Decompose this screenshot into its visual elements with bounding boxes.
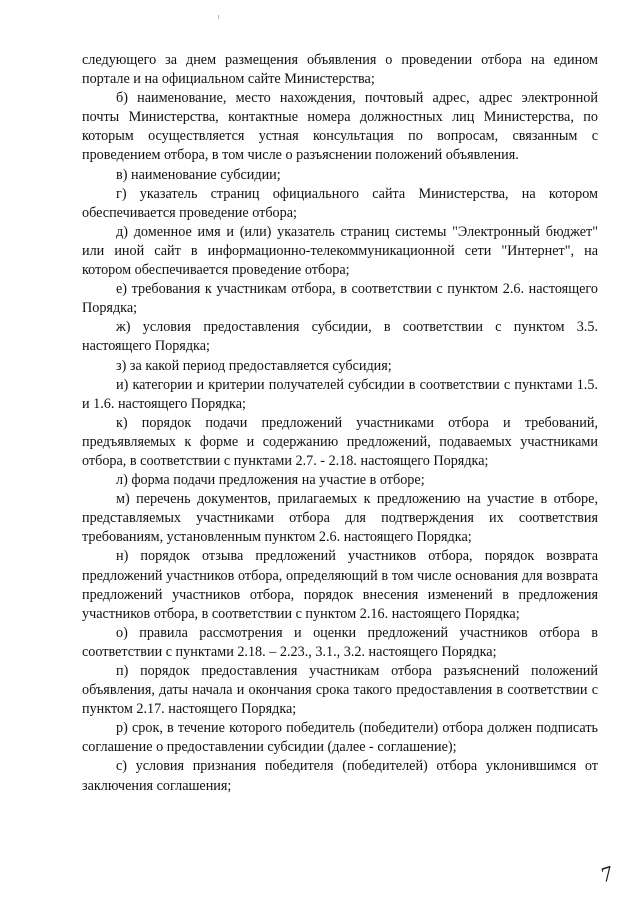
handwritten-page-number: 7 (597, 862, 617, 888)
paragraph-item-zh: ж) условия предоставления субсидии, в соответствии с пунктом 3.5. настоящего Порядка; (82, 319, 598, 355)
paragraph-item-r: р) срок, в течение которого победитель (победители) отбора должен подписать соглашение о предоставлении субсидии (далее - соглашение); (82, 720, 598, 756)
paragraph-item-o: о) правила рассмотрения и оценки предложений участников отбора в соответствии с пунктами 2.18. – 2.23., 3.1., 3.2. настоящего Порядка; (82, 624, 598, 660)
paragraph-item-i: и) категории и критерии получателей субсидии в соответствии с пунктами 1.5. и 1.6. настоящего Порядка; (82, 376, 598, 412)
paragraph-item-z: з) за какой период предоставляется субсидия; (116, 357, 392, 374)
paragraph-item-m: м) перечень документов, прилагаемых к предложению на участие в отборе, представляемых участниками отбора для подтверждения их соответствия требованиям, установленным пунктом 2.6. настоящего Порядка; (82, 491, 598, 546)
paragraph-item-b: б) наименование, место нахождения, почтовый адрес, адрес электронной почты Министерства, контактные номера должностных лиц Министерства, по которым осуществляется устная консультация по вопросам, связанным с проведением отбора, в том числе о разъяснении положений объявления. (82, 90, 598, 164)
paragraph-item-l: л) форма подачи предложения на участие в отборе; (116, 472, 425, 489)
paragraph-item-d: д) доменное имя и (или) указатель страниц системы "Электронный бюджет" или иной сайт в информационно-телекоммуникационной сети "Интернет", на котором обеспечивается проведение отбора; (82, 223, 598, 279)
document-body (82, 51, 598, 796)
paragraph-item-e: е) требования к участникам отбора, в соответствии с пунктом 2.6. настоящего Порядка; (82, 281, 598, 317)
paragraph-item-s: с) условия признания победителя (победителей) отбора уклонившимся от заключения соглашения; (82, 758, 598, 794)
paragraph-item-v: в) наименование субсидии; (116, 166, 281, 183)
paragraph-item-p: п) порядок предоставления участникам отбора разъяснений положений объявления, даты начала и окончания срока такого предоставления в соответствии с пунктом 2.17. настоящего Порядка; (82, 663, 598, 718)
paragraph-item-g: г) указатель страниц официального сайта Министерства, на котором обеспечивается проведение отбора; (82, 185, 598, 221)
paragraph-item-k: к) порядок подачи предложений участниками отбора и требований, предъявляемых к форме и содержанию предложений, подаваемых участниками отбора, в соответствии с пунктами 2.7. - 2.18. настоящего Порядка; (82, 414, 598, 469)
paragraph-continuation: следующего за днем размещения объявления о проведении отбора на едином портале и на официальном сайте Министерства; (82, 52, 598, 88)
paragraph-item-n: н) порядок отзыва предложений участников отбора, порядок возврата предложений участников отбора, определяющий в том числе основания для возврата предложений участников отбора, порядок внесения изменений в предложения участников отбора, в соответствии с пунктом 2.16. настоящего Порядка; (82, 548, 598, 622)
scan-speck (218, 15, 219, 19)
